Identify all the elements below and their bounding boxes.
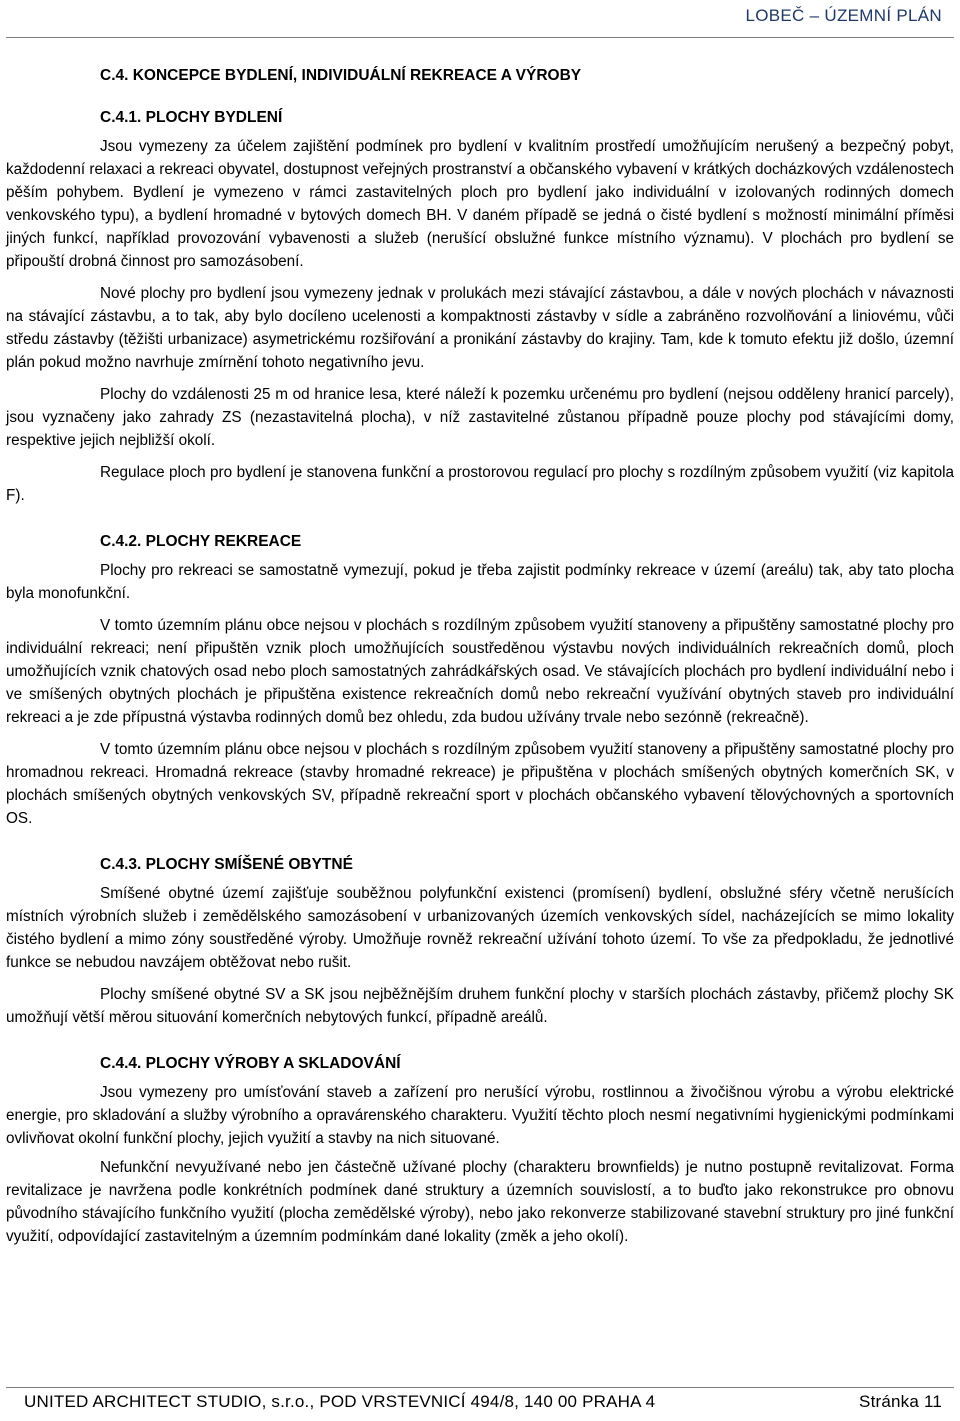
subsection-heading-rekreace: C.4.2. PLOCHY REKREACE: [100, 533, 302, 550]
paragraph: Jsou vymezeny pro umísťování staveb a zařízení pro nerušící výrobu, rostlinnou a živočišnou výrobu a výrobu elektrické energie, pro skladování a služby výrobního a opravárenského charakteru. Využití těchto ploch nesmí negativními hygienickými podmínkami ovlivňovat okolní funkční plochy, jejich využití a stavby na nich situované.: [6, 1084, 954, 1147]
paragraph: Regulace ploch pro bydlení je stanovena funkční a prostorovou regulací pro plochy s rozdílným způsobem využití (viz kapitola F).: [6, 464, 954, 504]
page-header-title: LOBEČ – ÚZEMNÍ PLÁN: [745, 6, 942, 25]
section-heading: C.4. KONCEPCE BYDLENÍ, INDIVIDUÁLNÍ REKREACE A VÝROBY: [100, 67, 582, 84]
subsection-heading-vyroba: C.4.4. PLOCHY VÝROBY A SKLADOVÁNÍ: [100, 1055, 401, 1072]
footer-page-number: Stránka 11: [859, 1392, 942, 1411]
paragraph: Smíšené obytné území zajišťuje souběžnou polyfunkční existenci (promísení) bydlení, obslužné sféry včetně nerušících místních výrobních služeb i zemědělského samozásobení v urbanizovaných územích venkovských sídel, nacházejících se mimo lokality čistého bydlení a mimo zóny soustředěné výroby. Umožňuje rovněž rekreační užívání tohoto území. To vše za předpokladu, že jednotlivé funkce se nebudou navzájem obtěžovat nebo rušit.: [6, 885, 954, 971]
footer-divider: [6, 1387, 954, 1388]
paragraph: Jsou vymezeny za účelem zajištění podmínek pro bydlení v kvalitním prostředí umožňujícím nerušený a bezpečný pobyt, každodenní relaxaci a rekreaci obyvatel, dostupnost veřejných prostranství a občanského vybavení v krátkých docházkových vzdálenostech pěším pohybem. Bydlení je vymezeno v rámci zastavitelných ploch pro bydlení jako individuální v izolovaných rodinných domech venkovského typu), a bydlení hromadné v bytových domech BH. V daném případě se jedná o čisté bydlení s možností minimální příměsi jiných funkcí, například provozování vybavenosti a služeb (nerušící obslužné funkce místního významu). V plochách pro bydlení se připouští drobná činnost pro samozásobení.: [6, 138, 954, 270]
paragraph: Plochy do vzdálenosti 25 m od hranice lesa, které náleží k pozemku určenému pro bydlení (nejsou odděleny hranicí parcely), jsou vyznačeny jako zahrady ZS (nezastavitelná plocha), v níž zastavitelné zůstanou případně pouze plochy pod stávajícími domy, respektive jejich nejbližší okolí.: [6, 386, 954, 449]
paragraph: Plochy pro rekreaci se samostatně vymezují, pokud je třeba zajistit podmínky rekreace v území (areálu) tak, aby tato plocha byla monofunkční.: [6, 562, 954, 602]
paragraph: Nové plochy pro bydlení jsou vymezeny jednak v prolukách mezi stávající zástavbou, a dále v nových plochách v návaznosti na stávající zástavbu, a to tak, aby bylo docíleno ucelenosti a kompaktnosti zástavby v sídle a zabráněno rozvolňování a liniovému, vůči středu zástavby (těžišti urbanizace) asymetrickému rozšiřování a pronikání zástavby do krajiny. Tam, kde k tomuto efektu již došlo, územní plán pokud možno navrhuje zmírnění tohoto negativního jevu.: [6, 285, 954, 371]
subsection-heading-bydleni: C.4.1. PLOCHY BYDLENÍ: [100, 109, 283, 126]
paragraph: V tomto územním plánu obce nejsou v plochách s rozdílným způsobem využití stanoveny a připuštěny samostatné plochy pro individuální rekreaci; není připuštěn vznik ploch umožňujících soustředěnou výstavbu nových individuálních rekreačních domů, ploch umožňujících vznik chatových osad nebo ploch samostatných zahrádkářských osad. Ve stávajících plochách pro bydlení individuální nebo i ve smíšených obytných plochách je připuštěna existence rekreačních domů nebo rekreační využívání obytných staveb pro individuální rekreaci a je zde přípustná výstavba rodinných domů bez ohledu, zda budou užívány trvale nebo sezónně (rekreačně).: [6, 617, 954, 726]
footer-company-address: UNITED ARCHITECT STUDIO, s.r.o., POD VRSTEVNICÍ 494/8, 140 00 PRAHA 4: [24, 1392, 656, 1411]
paragraph: Plochy smíšené obytné SV a SK jsou nejběžnějším druhem funkční plochy v starších plochách zástavby, přičemž plochy SK umožňují větší měrou situování komerčních nebytových funkcí, případně areálů.: [6, 986, 954, 1026]
document-body: [6, 66, 954, 1248]
paragraph: Nefunkční nevyužívané nebo jen částečně užívané plochy (charakteru brownfields) je nutno postupně revitalizovat. Forma revitalizace je navržena podle konkrétních podmínek dané struktury a územních souvislostí, a to buďto jako rekonstrukce pro obnovu původního stávajícího funkčního využití (plocha zemědělské výroby), nebo jako rekonverze stabilizované stavební struktury pro jiné funkční využití, odpovídající zastavitelným a územním podmínkám dané lokality (změk a jeho okolí).: [6, 1159, 954, 1245]
paragraph: V tomto územním plánu obce nejsou v plochách s rozdílným způsobem využití stanoveny a připuštěny samostatné plochy pro hromadnou rekreaci. Hromadná rekreace (stavby hromadné rekreace) je připuštěna v plochách smíšených obytných komerčních SK, v plochách smíšených obytných venkovských SV, případně rekreační sport v plochách občanského vybavení tělovýchovných a sportovních OS.: [6, 741, 954, 827]
subsection-heading-smisene: C.4.3. PLOCHY SMÍŠENÉ OBYTNÉ: [100, 856, 353, 873]
header-divider: [6, 37, 954, 38]
